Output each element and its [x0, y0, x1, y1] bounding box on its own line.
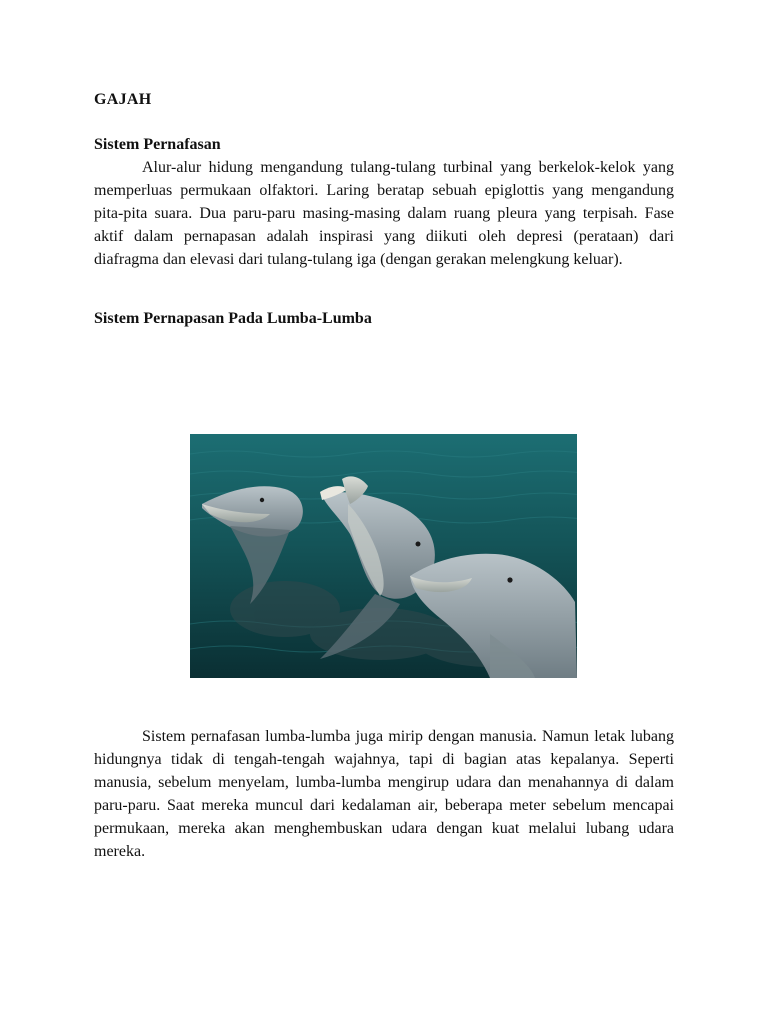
section-heading-dolphin: Sistem Pernapasan Pada Lumba-Lumba	[94, 310, 372, 327]
document-title: GAJAH	[94, 91, 152, 108]
document-page	[94, 88, 674, 860]
paragraph-elephant-respiration: Alur-alur hidung mengandung tulang-tulang turbinal yang berkelok-kelok yang memperluas permukaan olfaktori. Laring beratap sebuah epiglottis yang mengandung pita-pita suara. Dua paru-paru masing-masing dalam ruang pleura yang terpisah. Fase aktif dalam pernapasan adalah inspirasi yang diikuti oleh depresi (perataan) dari diafragma dan elevasi dari tulang-tulang iga (dengan gerakan melengkung keluar).	[94, 159, 674, 268]
dolphins-photo	[190, 434, 577, 678]
paragraph-dolphin-respiration: Sistem pernafasan lumba-lumba juga mirip dengan manusia. Namun letak lubang hidungnya tidak di tengah-tengah wajahnya, tapi di bagian atas kepalanya. Seperti manusia, sebelum menyelam, lumba-lumba mengirup udara dan menahannya di dalam paru-paru. Saat mereka muncul dari kedalaman air, beberapa meter sebelum mencapai permukaan, mereka akan menghembuskan udara dengan kuat melalui lubang udara mereka.	[94, 728, 674, 860]
section-heading-respiration: Sistem Pernafasan	[94, 136, 221, 153]
